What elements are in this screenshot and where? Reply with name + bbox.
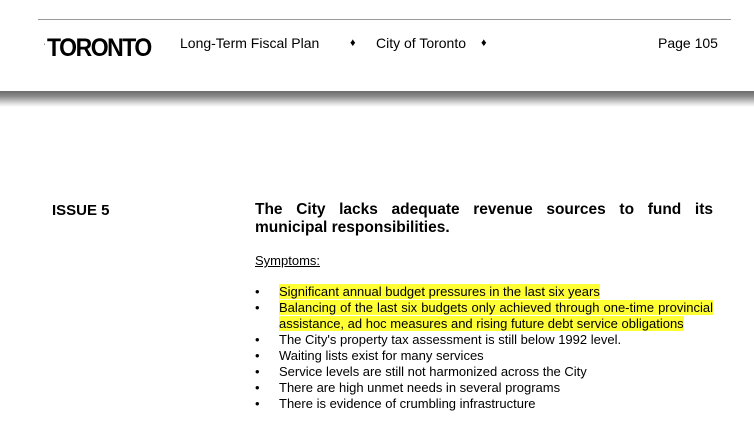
list-item-text: The City's property tax assessment is still below 1992 level. [279, 332, 622, 347]
list-item-text: Service levels are still not harmonized across the City [279, 364, 587, 379]
issue-title: The City lacks adequate revenue sources to fund its municipal responsibilities. [255, 201, 713, 236]
organization-name: City of Toronto [376, 35, 467, 51]
bullet-icon: • [255, 364, 260, 379]
highlighted-text: Balancing of the last six budgets only achieved through one-time provincial assistance, ad hoc measures and rising future debt service obligations [279, 300, 713, 331]
bullet-icon: • [255, 380, 260, 395]
list-item [255, 396, 713, 412]
list-item [255, 364, 713, 380]
bullet-icon: • [255, 348, 260, 363]
page-number: Page 105 [658, 35, 718, 51]
list-item-text: Waiting lists exist for many services [279, 348, 484, 363]
header-rule [38, 19, 731, 20]
city-logo [44, 26, 160, 60]
logo-text: TORONTO [47, 34, 151, 62]
list-item [255, 332, 713, 348]
separator-diamond-icon: ♦ [481, 37, 487, 49]
highlighted-text: Significant annual budget pressures in the last six years [279, 284, 600, 299]
list-item [255, 284, 713, 300]
symptoms-heading: Symptoms: [255, 253, 321, 268]
separator-diamond-icon: ♦ [350, 37, 356, 49]
document-title: Long-Term Fiscal Plan [180, 35, 320, 51]
list-item [255, 300, 713, 332]
city-hall-icon [44, 28, 45, 60]
bullet-icon: • [255, 284, 260, 299]
issue-label: ISSUE 5 [52, 202, 110, 219]
bullet-icon: • [255, 300, 260, 315]
page-divider-shadow [0, 91, 754, 107]
list-item-text: There is evidence of crumbling infrastructure [279, 396, 536, 411]
list-item-text: There are high unmet needs in several programs [279, 380, 561, 395]
bullet-icon: • [255, 396, 260, 411]
symptoms-list [255, 284, 713, 412]
list-item [255, 380, 713, 396]
list-item [255, 348, 713, 364]
bullet-icon: • [255, 332, 260, 347]
